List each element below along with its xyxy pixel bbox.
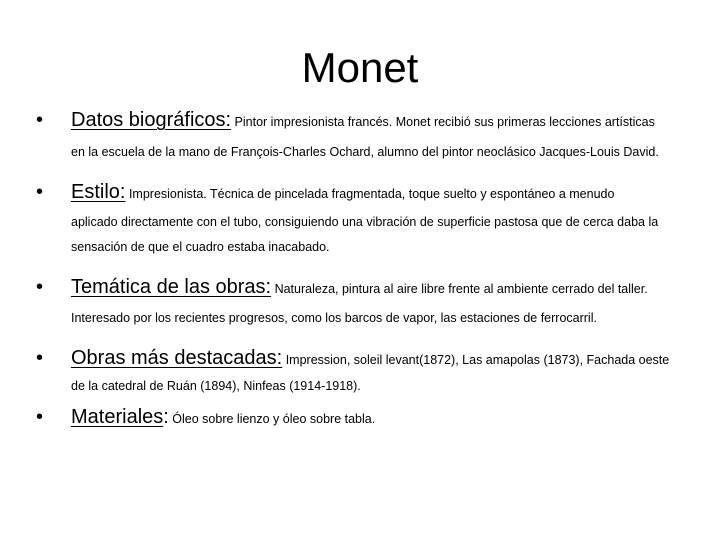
bullet-dot-icon: • [36, 347, 44, 369]
bullet-dot-icon: • [36, 109, 44, 131]
bullet-heading-underlined: Materiales [71, 406, 164, 428]
bullet-heading-colon: : [163, 406, 169, 428]
bullet-heading: Datos biográficos: [71, 109, 232, 131]
bullet-first-line [71, 405, 375, 431]
bullet-first-line [71, 180, 614, 206]
slide-title-text: Monet [301, 44, 419, 91]
bullet-description: Naturaleza, pintura al aire libre frente al ambiente cerrado del taller. [271, 282, 648, 296]
bullet-continuation-line: Interesado por los recientes progresos, como los barcos de vapor, las estaciones de ferrocarril. [71, 311, 597, 325]
bullet-continuation-line: sensación de que el cuadro estaba inacabado. [71, 240, 330, 254]
bullet-first-line [71, 346, 669, 372]
bullet-dot-icon: • [36, 276, 44, 298]
bullet-heading: Estilo: [71, 181, 126, 203]
bullet-dot-icon: • [36, 406, 44, 428]
bullet-heading: Obras más destacadas: [71, 347, 283, 369]
bullet-continuation-line: aplicado directamente con el tubo, consiguiendo una vibración de superficie pastosa que de cerca daba la [71, 215, 659, 229]
bullet-description: Pintor impresionista francés. Monet recibió sus primeras lecciones artísticas [231, 115, 655, 129]
bullet-heading: Temática de las obras: [71, 276, 272, 298]
bullet-description: Impresionista. Técnica de pincelada fragmentada, toque suelto y espontáneo a menudo [125, 187, 615, 201]
bullet-description: Óleo sobre lienzo y óleo sobre tabla. [168, 412, 376, 426]
bullet-heading [71, 406, 169, 428]
bullet-continuation-line: de la catedral de Ruán (1894), Ninfeas (1914-1918). [71, 379, 361, 393]
bullet-first-line [71, 108, 655, 134]
bullet-first-line [71, 275, 648, 301]
bullet-dot-icon: • [36, 181, 44, 203]
bullet-description: Impression, soleil levant(1872), Las amapolas (1873), Fachada oeste [282, 353, 670, 367]
bullet-continuation-line: en la escuela de la mano de François-Charles Ochard, alumno del pintor neoclásico Jacques-Louis David. [71, 145, 659, 159]
